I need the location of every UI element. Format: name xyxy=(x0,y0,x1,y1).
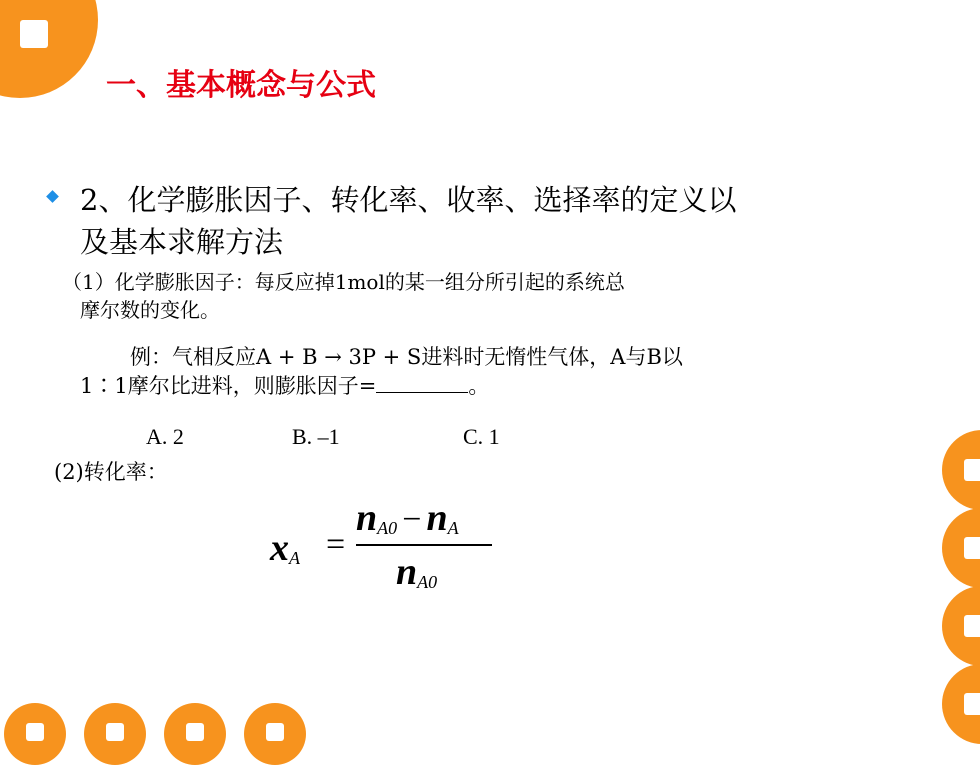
example-line1: 例：气相反应A + B → 3P + S进料时无惰性气体，A与B以 xyxy=(130,345,683,369)
formula-lhs-sub: A xyxy=(289,548,300,569)
corner-decoration-square xyxy=(20,20,48,48)
formula-num-var2: n xyxy=(426,497,448,539)
definition-line1: （1）化学膨胀因子：每反应掉1mol的某一组分所引起的系统总 xyxy=(62,270,625,294)
side-decoration-square-3 xyxy=(964,615,980,637)
formula-num-sub2: A xyxy=(447,518,459,539)
formula-equals: = xyxy=(326,526,346,563)
bottom-decoration-square-1 xyxy=(26,723,44,741)
formula-num-sub1: A0 xyxy=(377,518,398,539)
side-decoration-square-4 xyxy=(964,693,980,715)
slide-title: 一、基本概念与公式 xyxy=(106,68,376,103)
side-decoration-square-2 xyxy=(964,537,980,559)
option-b: B. –1 xyxy=(292,424,340,449)
bullet-diamond-icon xyxy=(46,190,59,203)
formula-denominator xyxy=(396,550,437,594)
example-line2 xyxy=(80,370,489,400)
bullet-text-line2: 及基本求解方法 xyxy=(80,225,284,259)
example-line2-end: 。 xyxy=(468,374,490,398)
formula-den-var: n xyxy=(396,551,418,593)
side-decoration-square-1 xyxy=(964,459,980,481)
option-c: C. 1 xyxy=(463,424,500,449)
example-line2-text: 1∶1摩尔比进料，则膨胀因子= xyxy=(80,374,377,398)
bottom-decoration-square-4 xyxy=(266,723,284,741)
bottom-decoration-square-3 xyxy=(186,723,204,741)
formula-lhs-var: x xyxy=(270,527,289,569)
bottom-decoration-square-2 xyxy=(106,723,124,741)
fraction-bar xyxy=(356,544,492,546)
formula-lhs xyxy=(270,526,300,570)
formula-minus: − xyxy=(402,501,422,538)
bullet-text-line1: 2、化学膨胀因子、转化率、收率、选择率的定义以 xyxy=(80,183,737,217)
answer-blank xyxy=(376,374,468,393)
definition-line2: 摩尔数的变化。 xyxy=(80,298,220,322)
option-a: A. 2 xyxy=(146,424,184,449)
corner-decoration-circle xyxy=(0,0,98,98)
formula-num-var1: n xyxy=(356,497,378,539)
formula-numerator xyxy=(356,496,459,540)
conversion-label: (2)转化率： xyxy=(54,460,168,484)
formula-den-sub: A0 xyxy=(417,572,438,593)
